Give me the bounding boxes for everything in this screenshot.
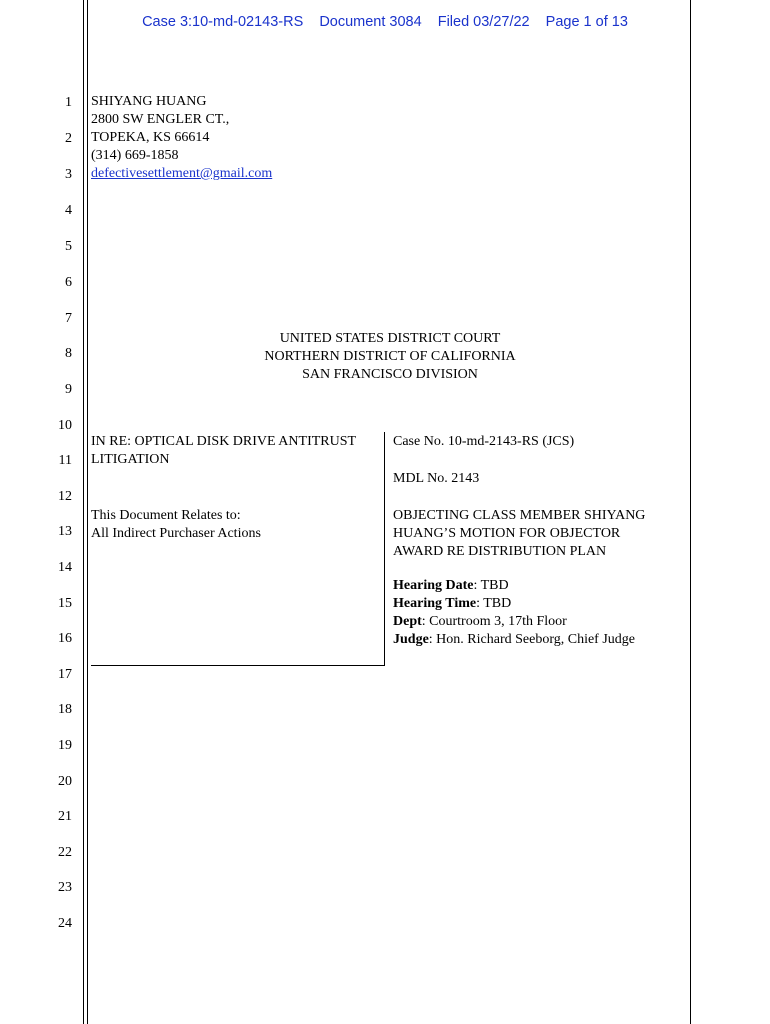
line-number: 12 (58, 489, 72, 504)
line-number: 1 (65, 95, 72, 110)
judge-label: Judge (393, 632, 429, 647)
court-district: NORTHERN DISTRICT OF CALIFORNIA (264, 349, 516, 364)
mdl-number-block (393, 470, 479, 488)
court-division: SAN FRANCISCO DIVISION (302, 367, 478, 382)
hearing-date-value: : TBD (473, 578, 509, 593)
relates-to-label: This Document Relates to: (91, 508, 241, 523)
sender-block (91, 93, 272, 183)
line-number: 16 (58, 631, 72, 646)
sender-email-link[interactable]: defectivesettlement@gmail.com (91, 166, 273, 181)
margin-rule-left-outer (83, 0, 84, 1024)
hearing-date (393, 577, 635, 595)
line-number: 7 (65, 311, 72, 326)
line-number: 8 (65, 346, 72, 361)
motion-title-line2: HUANG’S MOTION FOR OBJECTOR (393, 526, 621, 541)
line-number: 13 (58, 524, 72, 539)
case-title-line1: IN RE: OPTICAL DISK DRIVE ANTITRUST (91, 434, 357, 449)
line-number: 4 (65, 203, 72, 218)
sender-address-line1: 2800 SW ENGLER CT., (91, 112, 230, 127)
line-number: 18 (58, 702, 72, 717)
motion-title-line3: AWARD RE DISTRIBUTION PLAN (393, 544, 607, 559)
line-number: 5 (65, 239, 72, 254)
margin-rule-left-inner (87, 0, 88, 1024)
line-number: 14 (58, 560, 72, 575)
mdl-number: MDL No. 2143 (393, 471, 480, 486)
line-number: 24 (58, 916, 72, 931)
line-number: 3 (65, 167, 72, 182)
case-number-block (393, 433, 574, 451)
sender-name: SHIYANG HUANG (91, 94, 207, 109)
line-number: 11 (58, 453, 72, 468)
line-number: 17 (58, 667, 72, 682)
line-number: 15 (58, 596, 72, 611)
motion-title-block (393, 507, 645, 561)
department-value: : Courtroom 3, 17th Floor (421, 614, 567, 629)
line-number: 20 (58, 774, 72, 789)
filed-date-stamp: Filed 03/27/22 (437, 14, 530, 30)
line-number: 9 (65, 382, 72, 397)
line-number: 23 (58, 880, 72, 895)
page-count-stamp: Page 1 of 13 (545, 14, 628, 30)
document-number-stamp: Document 3084 (319, 14, 422, 30)
hearing-time-value: : TBD (476, 596, 512, 611)
line-number: 22 (58, 845, 72, 860)
line-number: 19 (58, 738, 72, 753)
relates-to-value: All Indirect Purchaser Actions (91, 526, 261, 541)
court-heading (90, 330, 690, 384)
case-title-block (91, 433, 356, 469)
relates-to-block (91, 507, 261, 543)
line-number: 2 (65, 131, 72, 146)
court-name: UNITED STATES DISTRICT COURT (279, 331, 501, 346)
motion-title-line1: OBJECTING CLASS MEMBER SHIYANG (393, 508, 646, 523)
caption-divider-vertical (384, 432, 385, 666)
judge (393, 631, 635, 649)
line-number: 6 (65, 275, 72, 290)
ecf-header-stamp (0, 14, 770, 30)
sender-address-line2: TOPEKA, KS 66614 (91, 130, 210, 145)
sender-phone: (314) 669-1858 (91, 148, 179, 163)
case-title-line2: LITIGATION (91, 452, 170, 467)
line-number: 10 (58, 418, 72, 433)
case-number-stamp: Case 3:10-md-02143-RS (142, 14, 304, 30)
line-number: 21 (58, 809, 72, 824)
hearing-time-label: Hearing Time (393, 596, 477, 611)
caption-divider-horizontal (91, 665, 385, 666)
hearing-date-label: Hearing Date (393, 578, 474, 593)
hearing-details-block (393, 577, 635, 649)
department (393, 613, 635, 631)
margin-rule-right (690, 0, 691, 1024)
hearing-time (393, 595, 635, 613)
case-number: Case No. 10-md-2143-RS (JCS) (393, 434, 575, 449)
judge-value: : Hon. Richard Seeborg, Chief Judge (428, 632, 636, 647)
department-label: Dept (393, 614, 422, 629)
